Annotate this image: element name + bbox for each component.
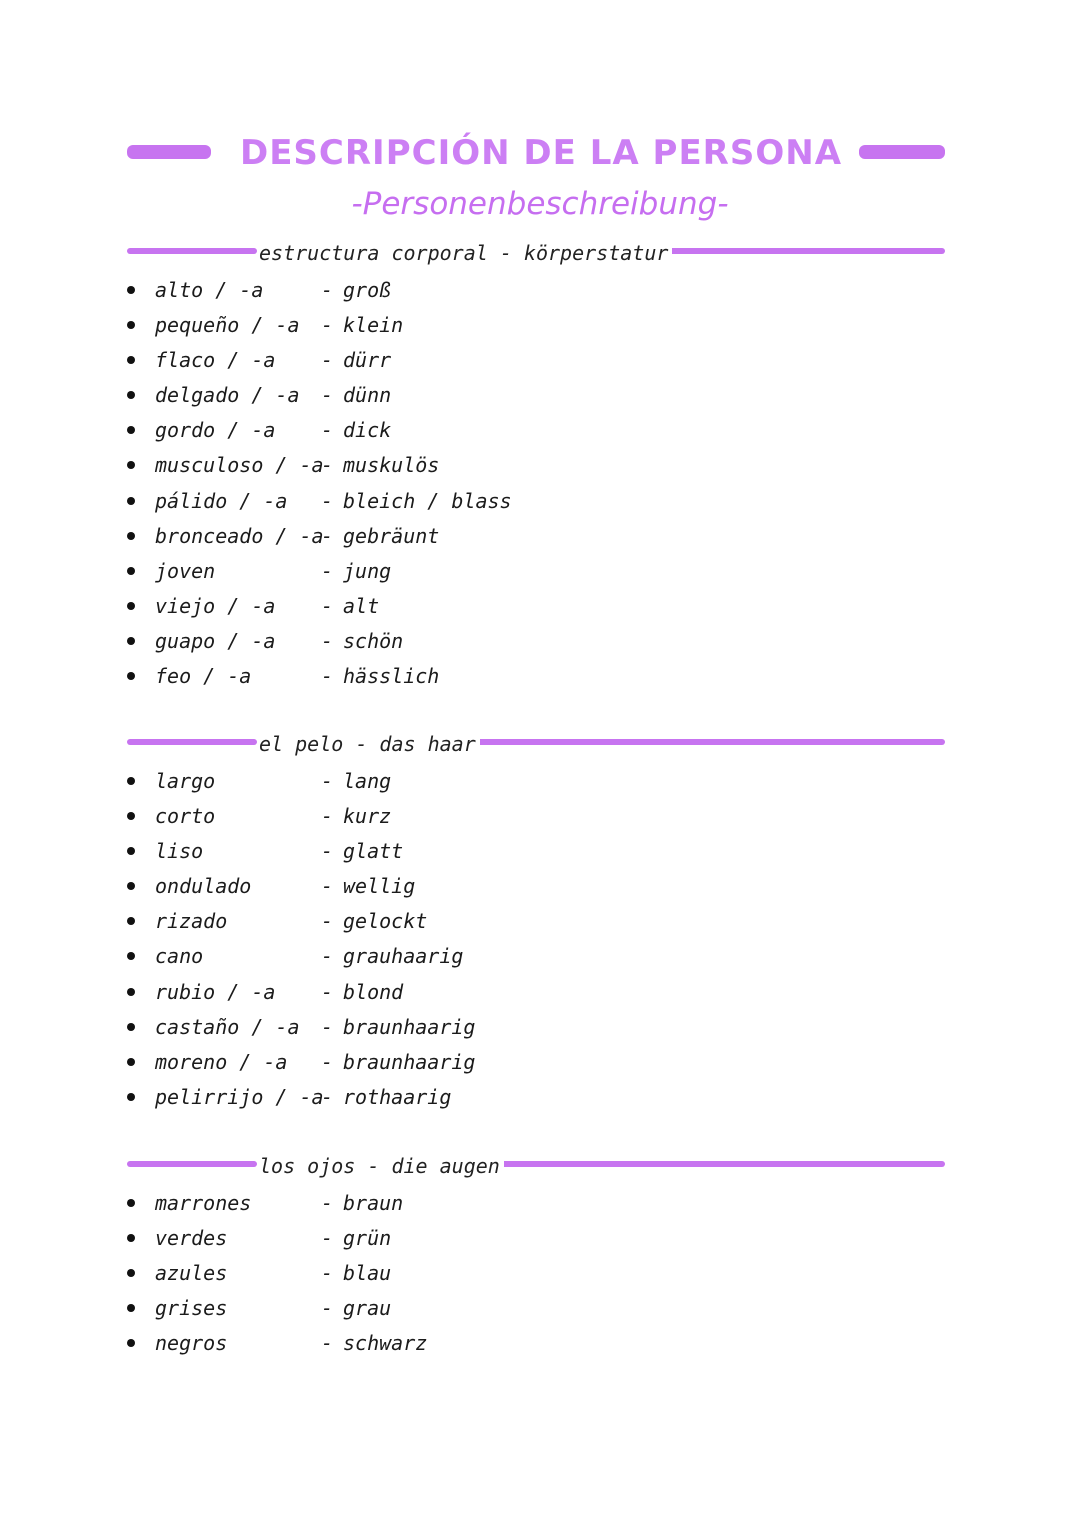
bullet-icon <box>127 497 135 505</box>
title-decor-bar-right <box>859 145 945 159</box>
dash-separator: - <box>321 839 334 864</box>
spanish-term: guapo / -a <box>155 628 276 653</box>
german-translation: lang <box>343 769 392 793</box>
german-translation: braunhaarig <box>343 1049 476 1074</box>
spanish-term: pequeño / -a <box>155 313 300 338</box>
list-item <box>127 1328 927 1363</box>
dash-separator: - <box>321 1084 334 1109</box>
bullet-icon <box>127 286 135 294</box>
bullet-icon <box>127 637 135 645</box>
spanish-term: largo <box>155 769 216 793</box>
list-item <box>127 766 927 801</box>
spanish-term: marrones <box>155 1191 252 1215</box>
german-translation: glatt <box>343 839 404 864</box>
section-title: los ojos - die augen <box>259 1151 504 1181</box>
german-translation: dürr <box>343 348 392 373</box>
page-title: DESCRIPCIÓN DE LA PERSONA <box>239 133 843 173</box>
bullet-icon <box>127 1234 135 1242</box>
bullet-icon <box>127 602 135 610</box>
german-translation: blond <box>343 979 404 1004</box>
bullet-icon <box>127 321 135 329</box>
german-translation: rothaarig <box>343 1084 452 1109</box>
german-translation: jung <box>343 558 392 583</box>
dash-separator: - <box>321 874 334 899</box>
bullet-icon <box>127 777 135 785</box>
spanish-term: liso <box>155 839 204 864</box>
german-translation: kurz <box>343 804 392 829</box>
list-item <box>127 380 927 415</box>
list-item <box>127 1293 927 1328</box>
list-item <box>127 591 927 626</box>
list-item <box>127 1012 927 1047</box>
bullet-icon <box>127 426 135 434</box>
spanish-term: bronceado / -a <box>155 523 324 548</box>
spanish-term: moreno / -a <box>155 1049 288 1074</box>
list-item <box>127 1082 927 1117</box>
german-translation: dick <box>343 418 392 443</box>
dash-separator: - <box>321 944 334 969</box>
bullet-icon <box>127 1269 135 1277</box>
german-translation: grauhaarig <box>343 944 464 969</box>
german-translation: schön <box>343 628 404 653</box>
vocab-list-body <box>127 275 927 696</box>
section-header-eyes <box>127 1151 945 1181</box>
german-translation: blau <box>343 1261 392 1286</box>
list-item <box>127 626 927 661</box>
spanish-term: azules <box>155 1261 228 1286</box>
section-header-body <box>127 238 945 268</box>
list-item <box>127 1188 927 1223</box>
bullet-icon <box>127 356 135 364</box>
dash-separator: - <box>321 523 334 548</box>
german-translation: hässlich <box>343 664 440 689</box>
vocab-list-hair <box>127 766 927 1117</box>
list-item <box>127 661 927 696</box>
list-item <box>127 977 927 1012</box>
section-divider-right <box>471 1161 945 1167</box>
spanish-term: rizado <box>155 909 228 934</box>
list-item <box>127 941 927 976</box>
bullet-icon <box>127 917 135 925</box>
list-item <box>127 521 927 556</box>
dash-separator: - <box>321 453 334 478</box>
dash-separator: - <box>321 1296 334 1321</box>
dash-separator: - <box>321 979 334 1004</box>
section-title: el pelo - das haar <box>259 729 480 759</box>
german-translation: klein <box>343 313 404 338</box>
dash-separator: - <box>321 664 334 689</box>
spanish-term: verdes <box>155 1226 228 1251</box>
spanish-term: viejo / -a <box>155 593 276 618</box>
list-item <box>127 556 927 591</box>
german-translation: bleich / blass <box>343 488 512 513</box>
bullet-icon <box>127 1058 135 1066</box>
dash-separator: - <box>321 593 334 618</box>
german-translation: gelockt <box>343 909 428 934</box>
list-item <box>127 450 927 485</box>
bullet-icon <box>127 1339 135 1347</box>
spanish-term: negros <box>155 1331 228 1356</box>
spanish-term: joven <box>155 558 216 583</box>
bullet-icon <box>127 391 135 399</box>
list-item <box>127 345 927 380</box>
list-item <box>127 415 927 450</box>
list-item <box>127 906 927 941</box>
section-header-hair <box>127 729 945 759</box>
list-item <box>127 275 927 310</box>
spanish-term: cano <box>155 944 204 969</box>
dash-separator: - <box>321 488 334 513</box>
spanish-term: gordo / -a <box>155 418 276 443</box>
list-item <box>127 1223 927 1258</box>
bullet-icon <box>127 882 135 890</box>
section-divider-left <box>127 739 257 745</box>
dash-separator: - <box>321 1226 334 1251</box>
bullet-icon <box>127 1023 135 1031</box>
bullet-icon <box>127 1304 135 1312</box>
dash-separator: - <box>321 909 334 934</box>
german-translation: groß <box>343 278 392 302</box>
page-subtitle: -Personenbeschreibung- <box>351 186 729 222</box>
dash-separator: - <box>321 804 334 829</box>
spanish-term: pelirrijo / -a <box>155 1084 324 1109</box>
spanish-term: grises <box>155 1296 228 1321</box>
bullet-icon <box>127 812 135 820</box>
german-translation: braun <box>343 1191 404 1215</box>
dash-separator: - <box>321 1261 334 1286</box>
list-item <box>127 801 927 836</box>
vocab-list-eyes <box>127 1188 927 1363</box>
dash-separator: - <box>321 418 334 443</box>
german-translation: grün <box>343 1226 392 1251</box>
section-divider-right <box>455 739 945 745</box>
dash-separator: - <box>321 278 334 302</box>
spanish-term: musculoso / -a <box>155 453 324 478</box>
bullet-icon <box>127 672 135 680</box>
dash-separator: - <box>321 769 334 793</box>
spanish-term: alto / -a <box>155 278 264 302</box>
bullet-icon <box>127 461 135 469</box>
bullet-icon <box>127 952 135 960</box>
german-translation: dünn <box>343 383 392 408</box>
german-translation: braunhaarig <box>343 1014 476 1039</box>
dash-separator: - <box>321 383 334 408</box>
dash-separator: - <box>321 1191 334 1215</box>
list-item <box>127 486 927 521</box>
spanish-term: feo / -a <box>155 664 252 689</box>
spanish-term: flaco / -a <box>155 348 276 373</box>
title-row <box>127 128 945 178</box>
bullet-icon <box>127 1093 135 1101</box>
title-decor-bar-left <box>127 145 211 159</box>
spanish-term: pálido / -a <box>155 488 288 513</box>
list-item <box>127 1047 927 1082</box>
dash-separator: - <box>321 1014 334 1039</box>
list-item <box>127 871 927 906</box>
dash-separator: - <box>321 313 334 338</box>
bullet-icon <box>127 532 135 540</box>
german-translation: schwarz <box>343 1331 428 1356</box>
list-item <box>127 836 927 871</box>
bullet-icon <box>127 1199 135 1207</box>
dash-separator: - <box>321 558 334 583</box>
bullet-icon <box>127 988 135 996</box>
german-translation: grau <box>343 1296 392 1321</box>
list-item <box>127 310 927 345</box>
german-translation: gebräunt <box>343 523 440 548</box>
bullet-icon <box>127 567 135 575</box>
german-translation: alt <box>343 593 380 618</box>
dash-separator: - <box>321 1049 334 1074</box>
spanish-term: castaño / -a <box>155 1014 300 1039</box>
dash-separator: - <box>321 628 334 653</box>
spanish-term: rubio / -a <box>155 979 276 1004</box>
dash-separator: - <box>321 1331 334 1356</box>
list-item <box>127 1258 927 1293</box>
bullet-icon <box>127 847 135 855</box>
german-translation: wellig <box>343 874 416 899</box>
section-title: estructura corporal - körperstatur <box>259 238 672 268</box>
section-divider-left <box>127 248 257 254</box>
spanish-term: corto <box>155 804 216 829</box>
dash-separator: - <box>321 348 334 373</box>
spanish-term: ondulado <box>155 874 252 899</box>
section-divider-left <box>127 1161 257 1167</box>
german-translation: muskulös <box>343 453 440 478</box>
spanish-term: delgado / -a <box>155 383 300 408</box>
